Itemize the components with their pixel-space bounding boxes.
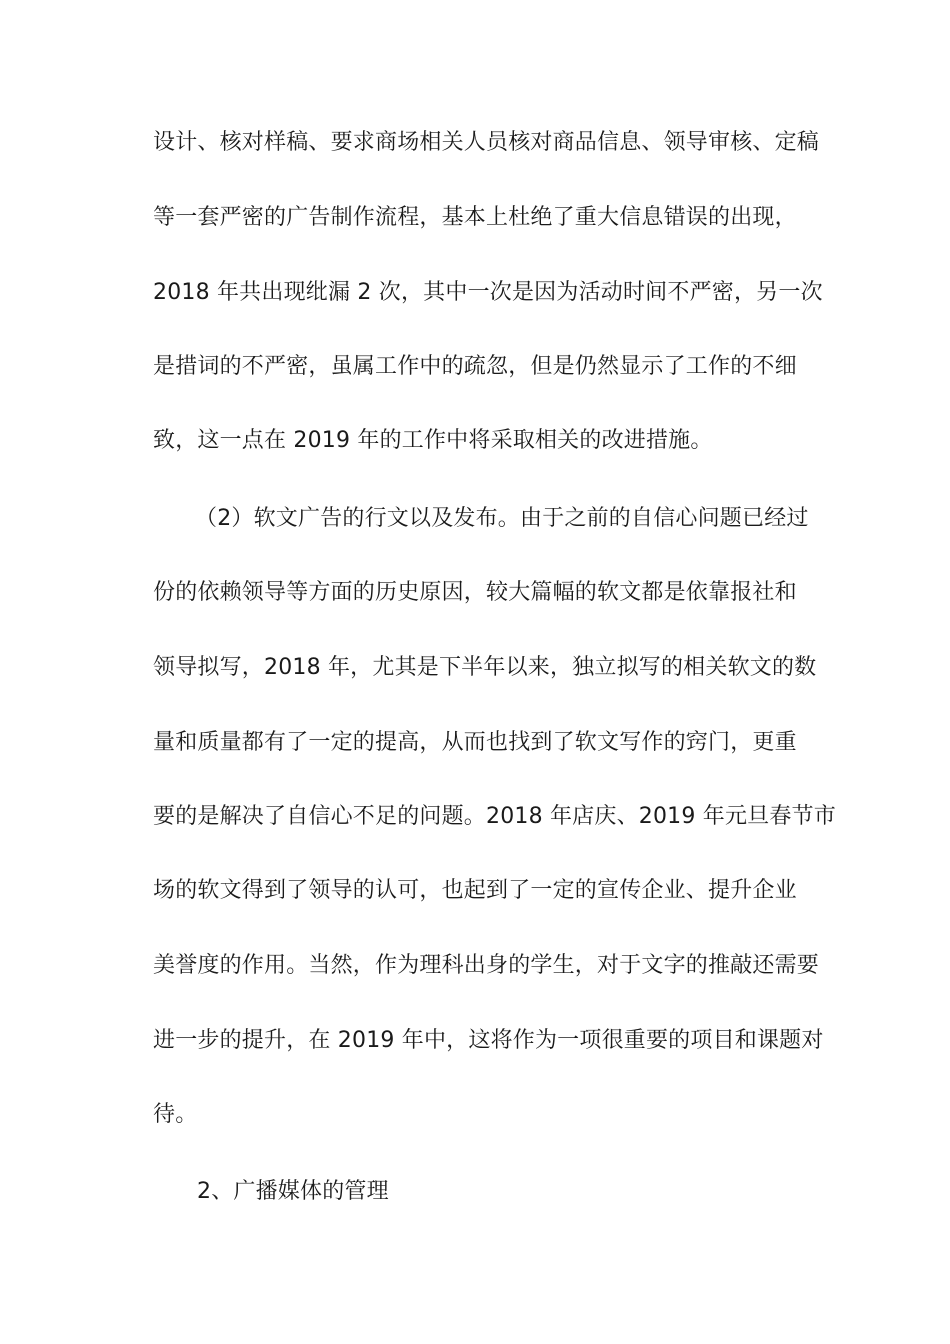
paragraph-2-line-2: 份的依赖领导等方面的历史原因，较大篇幅的软文都是依靠报社和 — [153, 580, 797, 605]
paragraph-1-line-4: 是措词的不严密，虽属工作中的疏忽，但是仍然显示了工作的不细 — [153, 354, 797, 379]
paragraph-2-line-6: 场的软文得到了领导的认可，也起到了一定的宣传企业、提升企业 — [153, 878, 797, 903]
paragraph-2-line-8: 进一步的提升，在 2019 年中，这将作为一项很重要的项目和课题对 — [153, 1028, 824, 1053]
paragraph-2-line-1: （2）软文广告的行文以及发布。由于之前的自信心问题已经过 — [195, 506, 809, 531]
paragraph-1-line-2: 等一套严密的广告制作流程，基本上杜绝了重大信息错误的出现， — [153, 205, 797, 230]
paragraph-1-line-3: 2018 年共出现纰漏 2 次，其中一次是因为活动时间不严密，另一次 — [153, 280, 823, 305]
paragraph-2-line-9: 待。 — [153, 1102, 198, 1127]
paragraph-2-line-4: 量和质量都有了一定的提高，从而也找到了软文写作的窍门，更重 — [153, 730, 797, 755]
section-heading: 2、广播媒体的管理 — [197, 1179, 389, 1204]
paragraph-2-line-7: 美誉度的作用。当然，作为理科出身的学生，对于文字的推敲还需要 — [153, 953, 820, 978]
paragraph-2-line-5: 要的是解决了自信心不足的问题。2018 年店庆、2019 年元旦春节市 — [153, 804, 836, 829]
paragraph-1-line-5: 致，这一点在 2019 年的工作中将采取相关的改进措施。 — [153, 428, 713, 453]
paragraph-2-line-3: 领导拟写，2018 年，尤其是下半年以来，独立拟写的相关软文的数 — [153, 655, 817, 680]
paragraph-1-line-1: 设计、核对样稿、要求商场相关人员核对商品信息、领导审核、定稿 — [153, 130, 820, 155]
